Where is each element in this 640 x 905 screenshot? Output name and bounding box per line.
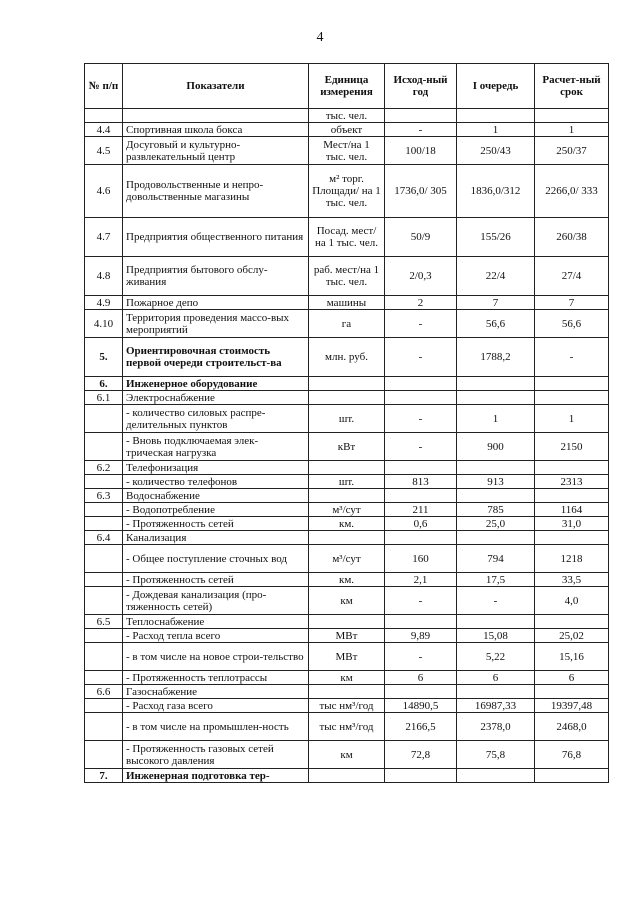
row-target-value [535, 377, 609, 391]
row-phase1-value: 5,22 [457, 643, 535, 671]
table-row [85, 123, 609, 137]
row-unit [309, 615, 385, 629]
row-number: 4.4 [85, 123, 123, 137]
row-indicator: - количество телефонов [123, 475, 309, 489]
row-initial-value: - [385, 123, 457, 137]
row-unit [309, 489, 385, 503]
row-indicator: Предприятия бытового обслу-живания [123, 257, 309, 296]
row-number [85, 713, 123, 741]
row-indicator: - Общее поступление сточных вод [123, 545, 309, 573]
row-indicator: - Протяженность теплотрассы [123, 671, 309, 685]
row-target-value: 1 [535, 123, 609, 137]
row-indicator: Предприятия общественного питания [123, 218, 309, 257]
row-number [85, 433, 123, 461]
row-unit: км [309, 587, 385, 615]
row-unit: км. [309, 517, 385, 531]
table-row [85, 109, 609, 123]
row-number: 4.9 [85, 296, 123, 310]
row-initial-value: 211 [385, 503, 457, 517]
row-indicator: - Протяженность газовых сетей высокого давления [123, 741, 309, 769]
table-row [85, 377, 609, 391]
header-phase1: I очередь [457, 64, 535, 109]
row-target-value: 1164 [535, 503, 609, 517]
row-number: 6.2 [85, 461, 123, 475]
row-unit: раб. мест/на 1 тыс. чел. [309, 257, 385, 296]
table-row [85, 741, 609, 769]
row-phase1-value [457, 489, 535, 503]
row-initial-value: 72,8 [385, 741, 457, 769]
table-row [85, 671, 609, 685]
row-initial-value: 50/9 [385, 218, 457, 257]
row-indicator: Водоснабжение [123, 489, 309, 503]
table-header-row [85, 64, 609, 109]
row-number: 5. [85, 338, 123, 377]
row-unit: шт. [309, 475, 385, 489]
row-unit [309, 531, 385, 545]
row-initial-value: 100/18 [385, 137, 457, 165]
row-phase1-value [457, 685, 535, 699]
row-phase1-value: 17,5 [457, 573, 535, 587]
row-unit: га [309, 310, 385, 338]
table-row [85, 713, 609, 741]
table-row [85, 137, 609, 165]
row-phase1-value: 1 [457, 123, 535, 137]
row-initial-value: 2166,5 [385, 713, 457, 741]
row-target-value: 56,6 [535, 310, 609, 338]
table-row [85, 573, 609, 587]
table-row [85, 615, 609, 629]
row-initial-value [385, 489, 457, 503]
row-number [85, 517, 123, 531]
row-target-value [535, 531, 609, 545]
table-row [85, 257, 609, 296]
row-target-value: 250/37 [535, 137, 609, 165]
row-number: 6.6 [85, 685, 123, 699]
row-indicator: - Водопотребление [123, 503, 309, 517]
header-indicator: Показатели [123, 64, 309, 109]
table-row [85, 433, 609, 461]
row-target-value: 2150 [535, 433, 609, 461]
table-row [85, 643, 609, 671]
row-unit [309, 769, 385, 783]
table-row [85, 489, 609, 503]
row-number [85, 405, 123, 433]
row-phase1-value: 25,0 [457, 517, 535, 531]
table-row [85, 699, 609, 713]
row-number [85, 587, 123, 615]
row-target-value [535, 489, 609, 503]
row-unit: кВт [309, 433, 385, 461]
header-initial-year: Исход-ный год [385, 64, 457, 109]
table-row [85, 629, 609, 643]
row-initial-value [385, 391, 457, 405]
row-phase1-value: 250/43 [457, 137, 535, 165]
row-unit: м³/сут [309, 545, 385, 573]
row-target-value: 7 [535, 296, 609, 310]
row-indicator: - в том числе на промышлен-ность [123, 713, 309, 741]
row-unit: МВт [309, 643, 385, 671]
row-target-value [535, 685, 609, 699]
row-target-value: 19397,48 [535, 699, 609, 713]
row-initial-value: - [385, 643, 457, 671]
row-initial-value [385, 685, 457, 699]
row-number [85, 573, 123, 587]
row-indicator: - в том числе на новое строи-тельство [123, 643, 309, 671]
row-phase1-value: 1788,2 [457, 338, 535, 377]
row-target-value [535, 109, 609, 123]
row-initial-value: 160 [385, 545, 457, 573]
row-indicator: - Дождевая канализация (про-тяженность сетей) [123, 587, 309, 615]
row-phase1-value [457, 377, 535, 391]
row-number [85, 671, 123, 685]
row-number: 4.10 [85, 310, 123, 338]
row-indicator: Инженерная подготовка тер- [123, 769, 309, 783]
indicators-table [84, 63, 609, 783]
table-row [85, 531, 609, 545]
row-initial-value: 813 [385, 475, 457, 489]
row-number: 4.7 [85, 218, 123, 257]
row-unit: Посад. мест/на 1 тыс. чел. [309, 218, 385, 257]
row-unit: км [309, 671, 385, 685]
row-indicator: Канализация [123, 531, 309, 545]
row-number: 6.4 [85, 531, 123, 545]
table-row [85, 503, 609, 517]
row-initial-value: - [385, 338, 457, 377]
row-target-value: 2266,0/ 333 [535, 165, 609, 218]
table-row [85, 475, 609, 489]
row-phase1-value [457, 615, 535, 629]
row-initial-value: 2 [385, 296, 457, 310]
row-number: 4.8 [85, 257, 123, 296]
page-number: 4 [316, 30, 324, 45]
row-target-value [535, 769, 609, 783]
row-number: 6.3 [85, 489, 123, 503]
row-unit: тыс нм³/год [309, 699, 385, 713]
row-initial-value: 2/0,3 [385, 257, 457, 296]
row-target-value: 31,0 [535, 517, 609, 531]
row-indicator: - Расход тепла всего [123, 629, 309, 643]
table-row [85, 296, 609, 310]
row-unit [309, 685, 385, 699]
row-indicator [123, 109, 309, 123]
row-initial-value: - [385, 433, 457, 461]
row-initial-value [385, 109, 457, 123]
row-indicator: Теплоснабжение [123, 615, 309, 629]
header-num: № п/п [85, 64, 123, 109]
row-phase1-value: 22/4 [457, 257, 535, 296]
row-initial-value: 0,6 [385, 517, 457, 531]
row-indicator: Ориентировочная стоимость первой очереди строительст-ва [123, 338, 309, 377]
row-phase1-value [457, 769, 535, 783]
row-indicator: Спортивная школа бокса [123, 123, 309, 137]
row-unit [309, 391, 385, 405]
row-number: 6.1 [85, 391, 123, 405]
row-phase1-value: 900 [457, 433, 535, 461]
row-initial-value [385, 531, 457, 545]
row-target-value: 76,8 [535, 741, 609, 769]
row-number [85, 545, 123, 573]
row-target-value [535, 615, 609, 629]
row-number [85, 475, 123, 489]
row-phase1-value: 1 [457, 405, 535, 433]
row-number [85, 643, 123, 671]
row-indicator: Телефонизация [123, 461, 309, 475]
row-phase1-value: 6 [457, 671, 535, 685]
row-target-value [535, 391, 609, 405]
row-target-value: 6 [535, 671, 609, 685]
row-target-value: 25,02 [535, 629, 609, 643]
row-phase1-value: 155/26 [457, 218, 535, 257]
table-row [85, 338, 609, 377]
row-number [85, 741, 123, 769]
row-phase1-value: 1836,0/312 [457, 165, 535, 218]
row-target-value: 15,16 [535, 643, 609, 671]
row-unit: МВт [309, 629, 385, 643]
row-target-value: 2313 [535, 475, 609, 489]
row-initial-value: 14890,5 [385, 699, 457, 713]
row-number: 6.5 [85, 615, 123, 629]
row-indicator: - Протяженность сетей [123, 517, 309, 531]
row-indicator: - количество силовых распре-делительных пунктов [123, 405, 309, 433]
row-phase1-value: 913 [457, 475, 535, 489]
row-phase1-value: 785 [457, 503, 535, 517]
table-row [85, 165, 609, 218]
row-initial-value: - [385, 405, 457, 433]
row-unit [309, 461, 385, 475]
table-row [85, 685, 609, 699]
row-phase1-value: 16987,33 [457, 699, 535, 713]
table-row [85, 545, 609, 573]
row-target-value: 260/38 [535, 218, 609, 257]
row-unit: км. [309, 573, 385, 587]
table-row [85, 587, 609, 615]
row-phase1-value: 15,08 [457, 629, 535, 643]
row-phase1-value: 56,6 [457, 310, 535, 338]
row-phase1-value [457, 461, 535, 475]
row-initial-value [385, 377, 457, 391]
row-number: 4.5 [85, 137, 123, 165]
row-indicator: Территория проведения массо-вых мероприятий [123, 310, 309, 338]
row-initial-value: 6 [385, 671, 457, 685]
row-initial-value: - [385, 310, 457, 338]
table-row [85, 517, 609, 531]
row-number: 4.6 [85, 165, 123, 218]
row-unit: шт. [309, 405, 385, 433]
row-number [85, 699, 123, 713]
row-target-value: 1218 [535, 545, 609, 573]
row-phase1-value: 75,8 [457, 741, 535, 769]
row-unit: м² торг. Площади/ на 1 тыс. чел. [309, 165, 385, 218]
row-target-value: - [535, 338, 609, 377]
row-unit: м³/сут [309, 503, 385, 517]
row-unit: тыс. чел. [309, 109, 385, 123]
row-target-value: 4,0 [535, 587, 609, 615]
row-indicator: Продовольственные и непро-довольственные магазины [123, 165, 309, 218]
row-initial-value: 2,1 [385, 573, 457, 587]
row-number [85, 109, 123, 123]
row-indicator: Пожарное депо [123, 296, 309, 310]
row-target-value: 2468,0 [535, 713, 609, 741]
row-indicator: Инженерное оборудование [123, 377, 309, 391]
row-initial-value: 9,89 [385, 629, 457, 643]
row-unit: тыс нм³/год [309, 713, 385, 741]
table-body [85, 109, 609, 783]
row-target-value [535, 461, 609, 475]
row-initial-value [385, 461, 457, 475]
header-unit: Единица измерения [309, 64, 385, 109]
row-unit: км [309, 741, 385, 769]
row-number: 6. [85, 377, 123, 391]
header-target-year: Расчет-ный срок [535, 64, 609, 109]
row-indicator: Электроснабжение [123, 391, 309, 405]
row-phase1-value [457, 109, 535, 123]
row-initial-value [385, 769, 457, 783]
row-indicator: - Протяженность сетей [123, 573, 309, 587]
row-target-value: 33,5 [535, 573, 609, 587]
row-phase1-value [457, 391, 535, 405]
row-initial-value: - [385, 587, 457, 615]
row-phase1-value: 2378,0 [457, 713, 535, 741]
table-row [85, 310, 609, 338]
table-row [85, 405, 609, 433]
row-unit [309, 377, 385, 391]
row-indicator: - Расход газа всего [123, 699, 309, 713]
row-unit: объект [309, 123, 385, 137]
row-target-value: 27/4 [535, 257, 609, 296]
row-phase1-value: - [457, 587, 535, 615]
row-indicator: Досуговый и культурно-развлекательный центр [123, 137, 309, 165]
table-row [85, 769, 609, 783]
table-row [85, 391, 609, 405]
table-row [85, 461, 609, 475]
row-number [85, 629, 123, 643]
row-number [85, 503, 123, 517]
row-indicator: Газоснабжение [123, 685, 309, 699]
row-indicator: - Вновь подключаемая элек-трическая нагрузка [123, 433, 309, 461]
row-phase1-value [457, 531, 535, 545]
row-number: 7. [85, 769, 123, 783]
row-target-value: 1 [535, 405, 609, 433]
table-row [85, 218, 609, 257]
row-initial-value [385, 615, 457, 629]
row-unit: машины [309, 296, 385, 310]
row-initial-value: 1736,0/ 305 [385, 165, 457, 218]
row-phase1-value: 794 [457, 545, 535, 573]
row-phase1-value: 7 [457, 296, 535, 310]
row-unit: Мест/на 1 тыс. чел. [309, 137, 385, 165]
row-unit: млн. руб. [309, 338, 385, 377]
